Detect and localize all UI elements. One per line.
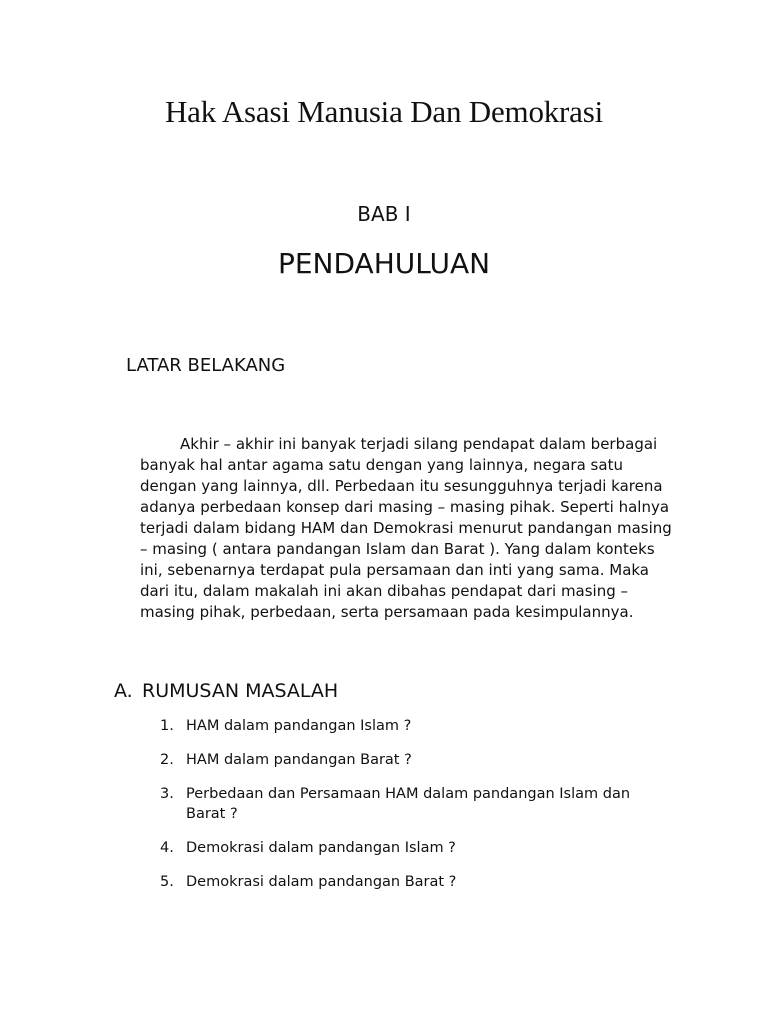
list-item: [160, 784, 660, 824]
problem-heading-text: RUMUSAN MASALAH: [142, 680, 339, 702]
list-item-number: 4.: [160, 840, 174, 856]
list-item-text: Perbedaan dan Persamaan HAM dalam pandangan Islam dan Barat ?: [186, 786, 631, 822]
problem-heading: [114, 677, 338, 705]
chapter-number: BAB I: [357, 202, 411, 226]
problem-heading-letter: A.: [114, 680, 133, 702]
list-item-number: 2.: [160, 752, 174, 768]
list-item: [160, 716, 660, 736]
list-item-text: Demokrasi dalam pandangan Islam ?: [186, 840, 456, 856]
problem-list: [160, 716, 660, 906]
list-item-text: Demokrasi dalam pandangan Barat ?: [186, 874, 457, 890]
list-item-text: HAM dalam pandangan Islam ?: [186, 718, 412, 734]
list-item-number: 5.: [160, 874, 174, 890]
list-item-text: HAM dalam pandangan Barat ?: [186, 752, 412, 768]
list-item-number: 3.: [160, 786, 174, 802]
chapter-title: PENDAHULUAN: [277, 247, 491, 280]
list-item-number: 1.: [160, 718, 174, 734]
background-heading: LATAR BELAKANG: [126, 355, 286, 376]
document-title: Hak Asasi Manusia Dan Demokrasi: [164, 94, 604, 129]
background-paragraph: Akhir – akhir ini banyak terjadi silang pendapat dalam berbagai banyak hal antar agama satu dengan yang lainnya, negara satu dengan yang lainnya, dll. Perbedaan itu sesungguhnya terjadi karena adanya perbedaan konsep dari masing – masing pihak. Seperti halnya terjadi dalam bidang HAM dan Demokrasi menurut pandangan masing – masing ( antara pandangan Islam dan Barat ). Yang dalam konteks ini, sebenarnya terdapat pula persamaan dan inti yang sama. Maka dari itu, dalam makalah ini akan dibahas pendapat dari masing – masing pihak, perbedaan, serta persamaan pada kesimpulannya.: [140, 435, 672, 621]
list-item: [160, 872, 660, 892]
list-item: [160, 838, 660, 858]
list-item: [160, 750, 660, 770]
